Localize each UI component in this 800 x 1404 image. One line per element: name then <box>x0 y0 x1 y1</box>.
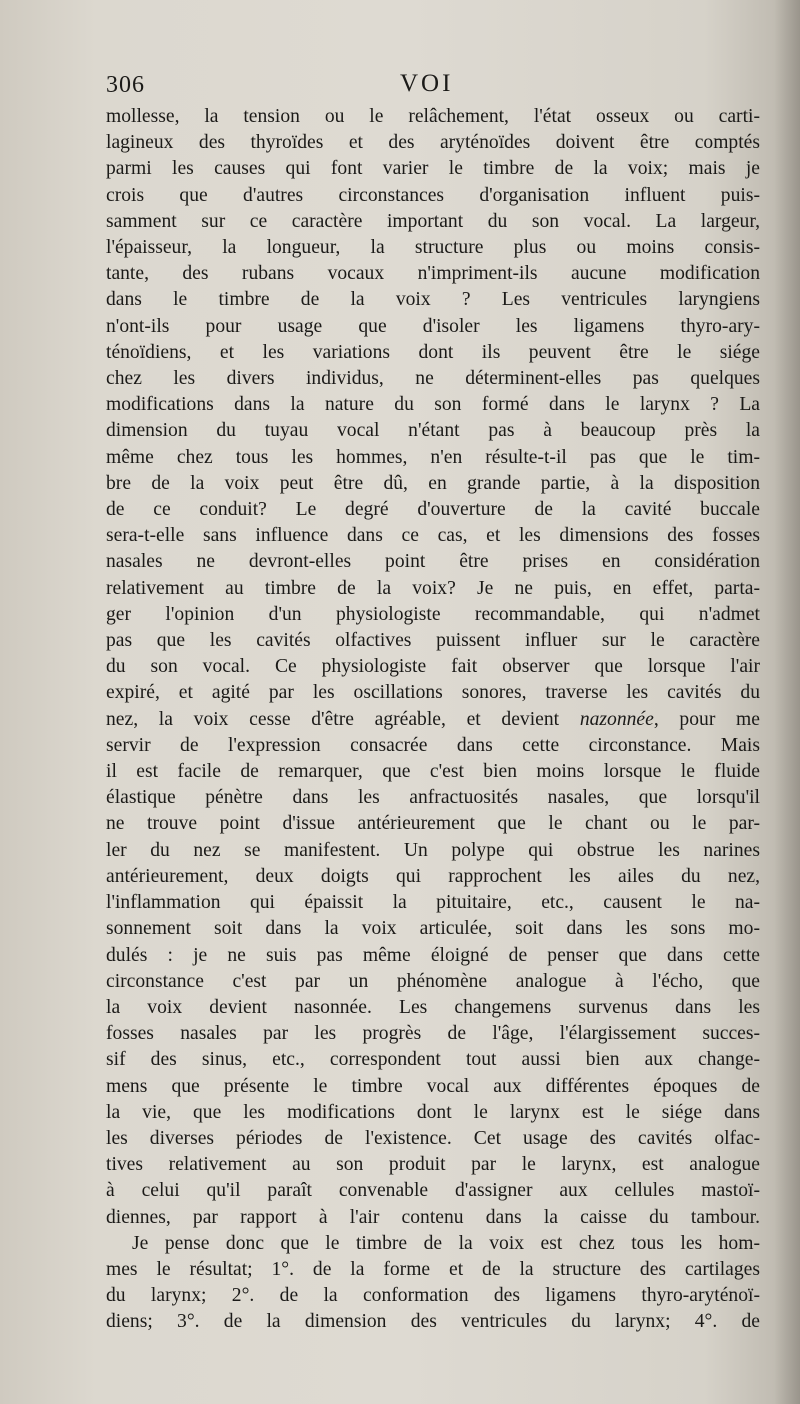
text-line: ténoïdiens, et les variations dont ils peuvent être le siége <box>106 341 760 363</box>
text-line: la vie, que les modifications dont le larynx est le siége dans <box>106 1101 760 1123</box>
text-line: Je pense donc que le timbre de la voix est chez tous les hom- <box>132 1232 760 1254</box>
text-line: relativement au timbre de la voix? Je ne puis, en effet, parta- <box>106 577 760 599</box>
text-line: du son vocal. Ce physiologiste fait observer que lorsque l'air <box>106 656 760 678</box>
page-header <box>106 68 760 104</box>
text-line: la voix devient nasonnée. Les changemens survenus dans les <box>106 996 760 1018</box>
text-line: dans le timbre de la voix ? Les ventricules laryngiens <box>106 289 760 311</box>
text-line: servir de l'expression consacrée dans cette circonstance. Mais <box>106 734 760 756</box>
text-line: ne trouve point d'issue antérieurement que le chant ou le par- <box>106 813 760 835</box>
text-line: bre de la voix peut être dû, en grande partie, à la disposition <box>106 472 760 494</box>
text-line: dulés : je ne suis pas même éloigné de penser que dans cette <box>106 944 760 966</box>
text-line: crois que d'autres circonstances d'organisation influent puis- <box>106 184 760 206</box>
text-line: lagineux des thyroïdes et des aryténoïdes doivent être comptés <box>106 132 760 154</box>
text-line: tives relativement au son produit par le larynx, est analogue <box>106 1154 760 1176</box>
text-line: il est facile de remarquer, que c'est bien moins lorsque le fluide <box>106 761 760 783</box>
text-line: sonnement soit dans la voix articulée, soit dans les sons mo- <box>106 918 760 940</box>
text-line: mens que présente le timbre vocal aux différentes époques de <box>106 1075 760 1097</box>
text-line: l'inflammation qui épaissit la pituitaire, etc., causent le na- <box>106 892 760 914</box>
text-line: fosses nasales par les progrès de l'âge, l'élargissement succes- <box>106 1023 760 1045</box>
italic-term: nazonnée <box>579 708 654 730</box>
page-edge-shadow <box>774 0 800 1404</box>
running-head: VOI <box>400 70 454 97</box>
paragraph <box>106 104 760 1231</box>
text-line: diennes, par rapport à l'air contenu dans la caisse du tambour. <box>106 1206 760 1228</box>
paragraph <box>106 1231 760 1336</box>
text-line: de ce conduit? Le degré d'ouverture de la cavité buccale <box>106 499 760 521</box>
text-line: sera-t-elle sans influence dans ce cas, et les dimensions des fosses <box>106 525 760 547</box>
page-number: 306 <box>106 72 145 98</box>
body-text <box>106 104 760 1336</box>
text-line: diens; 3°. de la dimension des ventricules du larynx; 4°. de <box>106 1311 760 1333</box>
text-line: nasales ne devront-elles point être prises en considération <box>106 551 760 573</box>
text-line: expiré, et agité par les oscillations sonores, traverse les cavités du <box>106 682 760 704</box>
text-line: mollesse, la tension ou le relâchement, l'état osseux ou carti- <box>106 106 760 127</box>
text-line: à celui qu'il paraît convenable d'assigner aux cellules mastoï- <box>106 1180 760 1202</box>
text-line: ger l'opinion d'un physiologiste recommandable, qui n'admet <box>106 603 760 625</box>
text-line: parmi les causes qui font varier le timbre de la voix; mais je <box>106 158 760 180</box>
text-line: circonstance c'est par un phénomène analogue à l'écho, que <box>106 970 760 992</box>
text-line: dimension du tuyau vocal n'étant pas à beaucoup près la <box>106 420 760 442</box>
text-line: chez les divers individus, ne déterminent-elles pas quelques <box>106 368 760 390</box>
text-line: modifications dans la nature du son formé dans le larynx ? La <box>106 394 760 416</box>
text-line: ler du nez se manifestent. Un polype qui obstrue les narines <box>106 839 760 861</box>
text-line: samment sur ce caractère important du son vocal. La largeur, <box>106 210 760 232</box>
text-line: mes le résultat; 1°. de la forme et de la structure des cartilages <box>106 1258 760 1280</box>
text-line: tante, des rubans vocaux n'impriment-ils aucune modification <box>106 263 760 285</box>
text-line: les diverses périodes de l'existence. Cet usage des cavités olfac- <box>106 1127 760 1149</box>
text-line: antérieurement, deux doigts qui rapprochent les ailes du nez, <box>106 865 760 887</box>
text-line: nez, la voix cesse d'être agréable, et devient nazonnée, pour me <box>106 708 760 730</box>
text-line: n'ont-ils pour usage que d'isoler les ligamens thyro-ary- <box>106 315 760 337</box>
text-line: pas que les cavités olfactives puissent influer sur le caractère <box>106 630 760 652</box>
text-line: élastique pénètre dans les anfractuosités nasales, que lorsqu'il <box>106 787 760 809</box>
text-line: sif des sinus, etc., correspondent tout aussi bien aux change- <box>106 1049 760 1071</box>
text-line: même chez tous les hommes, n'en résulte-t-il pas que le tim- <box>106 446 760 468</box>
text-line: du larynx; 2°. de la conformation des ligamens thyro-aryténoï- <box>106 1285 760 1307</box>
text-line: l'épaisseur, la longueur, la structure plus ou moins consis- <box>106 237 760 259</box>
